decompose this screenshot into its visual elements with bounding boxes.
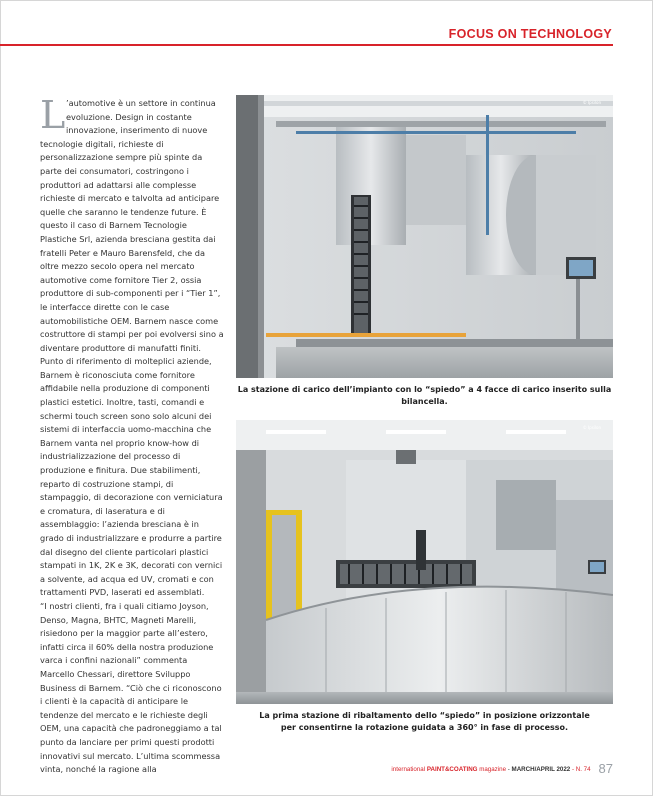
photo-caption-2-line-1: La prima stazione di ribaltamento dello “spiedo” in posizione orizzontale xyxy=(259,711,590,720)
issue-number: - N. 74 xyxy=(570,766,591,773)
magazine-title: PAINT&COATING xyxy=(426,766,478,773)
header-rule xyxy=(0,44,613,46)
photo-overturn-station xyxy=(236,420,613,704)
page-footer xyxy=(391,761,613,776)
article-paragraph-2: “I nostri clienti, fra i quali citiamo Joyson, Denso, Magna, BHTC, Magneti Marelli, risiedono per la maggior parte all’estero, infatti circa il 60% della nostra produzione varca i confini nazionali” commenta Marcello Chessari, direttore Sviluppo Business di Barnem. “Ciò che ci riconoscono i clienti è la capacità di anticipare le tendenze del mercato e le richieste degli OEM, una capacità che padroneggiamo a tal punto da lanciare per primi questi prodotti innovativi sul mercato. L’ultima scommessa vinta, nonché la ragione alla xyxy=(40,600,222,775)
photo-caption-1: La stazione di carico dell’impianto con lo “spiedo” a 4 facce di carico inserito sulla bilancella. xyxy=(237,385,612,406)
drop-cap: L xyxy=(40,93,66,137)
magazine-suffix: magazine xyxy=(477,766,507,773)
footer-separator: - xyxy=(506,766,512,773)
photo-credit-2: © Ipsilon xyxy=(582,425,601,430)
page-number: 87 xyxy=(598,761,613,776)
photo-loading-station xyxy=(236,95,613,378)
magazine-name xyxy=(391,766,506,773)
section-title: FOCUS ON TECHNOLOGY xyxy=(448,27,612,41)
article-paragraph-1: ’automotive è un settore in continua evoluzione. Design in costante innovazione, inserimento di nuove tecnologie digitali, richieste di personalizzazione sempre più spinte da parte dei consumatori, costringono i produttori ad adattarsi alle complesse richieste di mercato e talvolta ad anticipare quelle che saranno le tendenze future. È questo il caso di Barnem Tecnologie Plastiche Srl, azienda bresciana gestita dai fratelli Peter e Mauro Barensfeld, che da oltre mezzo secolo opera nel mercato automotive come fornitore Tier 2, ossia produttore di sub-componenti per i “Tier 1”, le interfacce dirette con le case automobilistiche OEM. Barnem nasce come costruttore di stampi per poi evolversi sino a diventare produttore di manufatti finiti. Punto di riferimento di molteplici aziende, Barnem è riconosciuta come fornitore affidabile nella produzione di componenti plastici estetici. Inoltre, tasti, comandi e schermi touch screen sono solo alcuni dei sistemi di interfaccia uomo-macchina che Barnem vanta nel proprio know-how di industrializzazione del processo di produzione e finitura. Due stabilimenti, reparto di costruzione stampi, di stampaggio, di decorazione con verniciatura e cromatura, di laseratura e di assemblaggio: l’azienda bresciana è in grado di industrializzare e produrre a partire dal disegno del cliente particolari plastici stampati in 1K, 2K e 3K, decorati con vernici a solvente, ad acqua ed UV, cromati e con trattamenti PVD, laserati ed assemblati. xyxy=(40,98,224,598)
issue-date: MARCH/APRIL 2022 xyxy=(511,766,571,773)
photo-caption-2 xyxy=(236,710,613,734)
photo-caption-2-line-2: per consentirne la rotazione guidata a 360° in fase di processo. xyxy=(280,723,569,732)
photo-credit-1: © Ipsilon xyxy=(582,100,601,105)
magazine-prefix: international xyxy=(391,766,427,773)
article-body xyxy=(40,93,224,777)
